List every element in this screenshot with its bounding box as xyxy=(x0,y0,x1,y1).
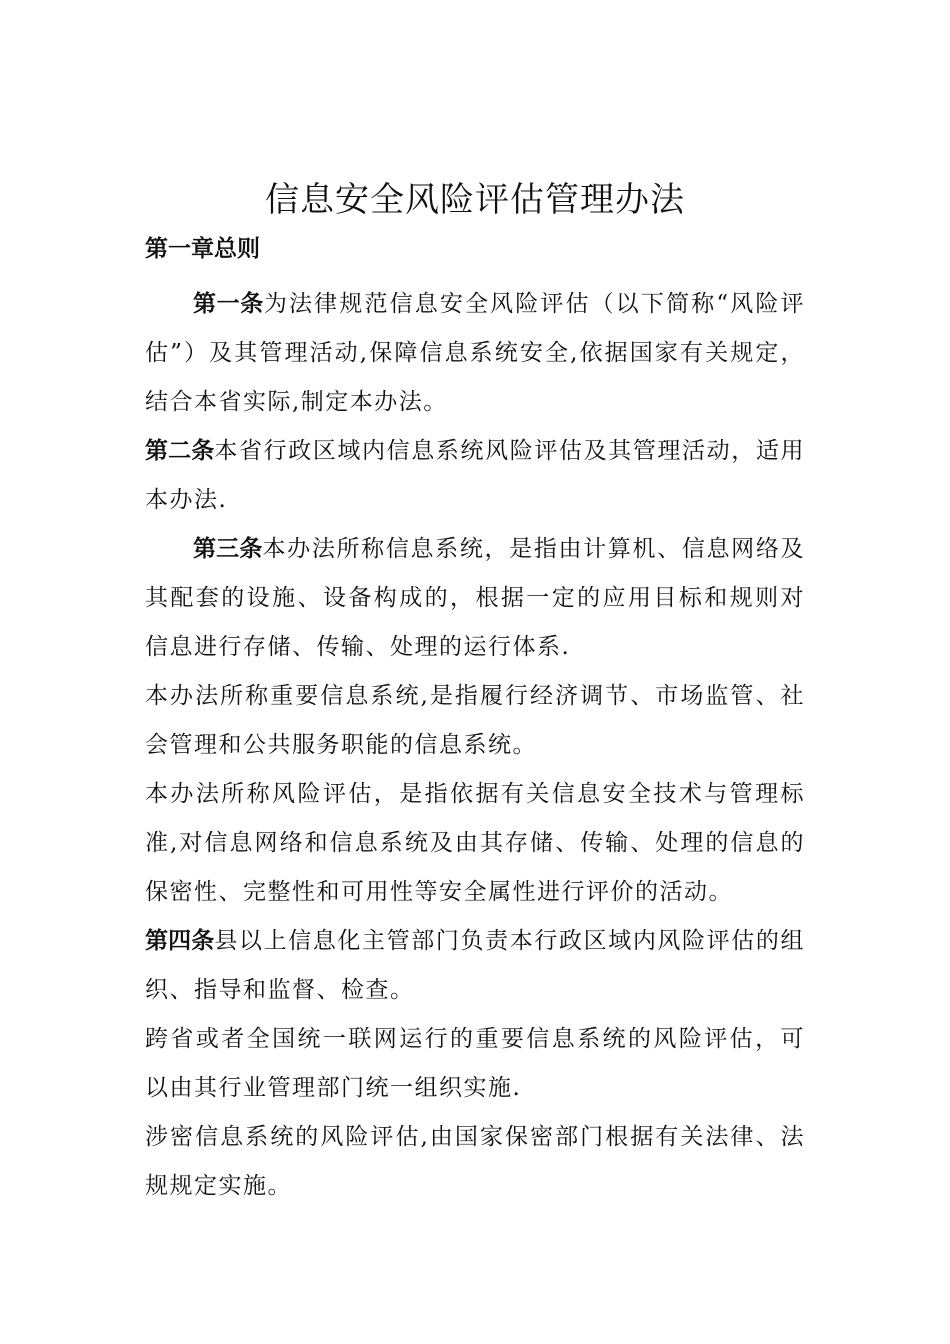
paragraph-text: 涉密信息系统的风险评估,由国家保密部门根据有关法律、法规规定实施。 xyxy=(145,1124,805,1199)
important-system-definition-paragraph xyxy=(145,672,805,770)
article-label: 第一条 xyxy=(193,291,264,317)
classified-system-paragraph xyxy=(145,1113,805,1211)
document-title: 信息安全风险评估管理办法 xyxy=(265,180,685,220)
cross-province-paragraph xyxy=(145,1015,805,1113)
article-label: 第二条 xyxy=(145,438,215,464)
article-label: 第四条 xyxy=(145,928,215,954)
article-1-paragraph xyxy=(145,280,805,427)
paragraph-text: 本办法所称重要信息系统,是指履行经济调节、市场监管、社会管理和公共服务职能的信息系统。 xyxy=(145,683,805,758)
article-2-paragraph xyxy=(145,427,805,525)
paragraph-text: 跨省或者全国统一联网运行的重要信息系统的风险评估，可以由其行业管理部门统一组织实施. xyxy=(145,1026,805,1101)
article-label: 第三条 xyxy=(193,536,263,562)
article-text: 为法律规范信息安全风险评估（以下简称“风险评估”）及其管理活动,保障信息系统安全,依据国家有关规定，结合本省实际,制定本办法。 xyxy=(145,291,805,415)
document-body xyxy=(145,280,805,1211)
paragraph-text: 本办法所称风险评估，是指依据有关信息安全技术与管理标准,对信息网络和信息系统及由其存储、传输、处理的信息的保密性、完整性和可用性等安全属性进行评价的活动。 xyxy=(145,781,805,905)
article-4-paragraph xyxy=(145,917,805,1015)
risk-assessment-definition-paragraph xyxy=(145,770,805,917)
article-text: 县以上信息化主管部门负责本行政区域内风险评估的组织、指导和监督、检查。 xyxy=(145,928,806,1003)
chapter-heading: 第一章总则 xyxy=(145,236,260,262)
article-text: 本办法所称信息系统，是指由计算机、信息网络及其配套的设施、设备构成的，根据一定的应用目标和规则对信息进行存储、传输、处理的运行体系. xyxy=(145,536,805,660)
article-3-paragraph xyxy=(145,525,805,672)
article-text: 本省行政区域内信息系统风险评估及其管理活动，适用本办法. xyxy=(145,438,806,513)
